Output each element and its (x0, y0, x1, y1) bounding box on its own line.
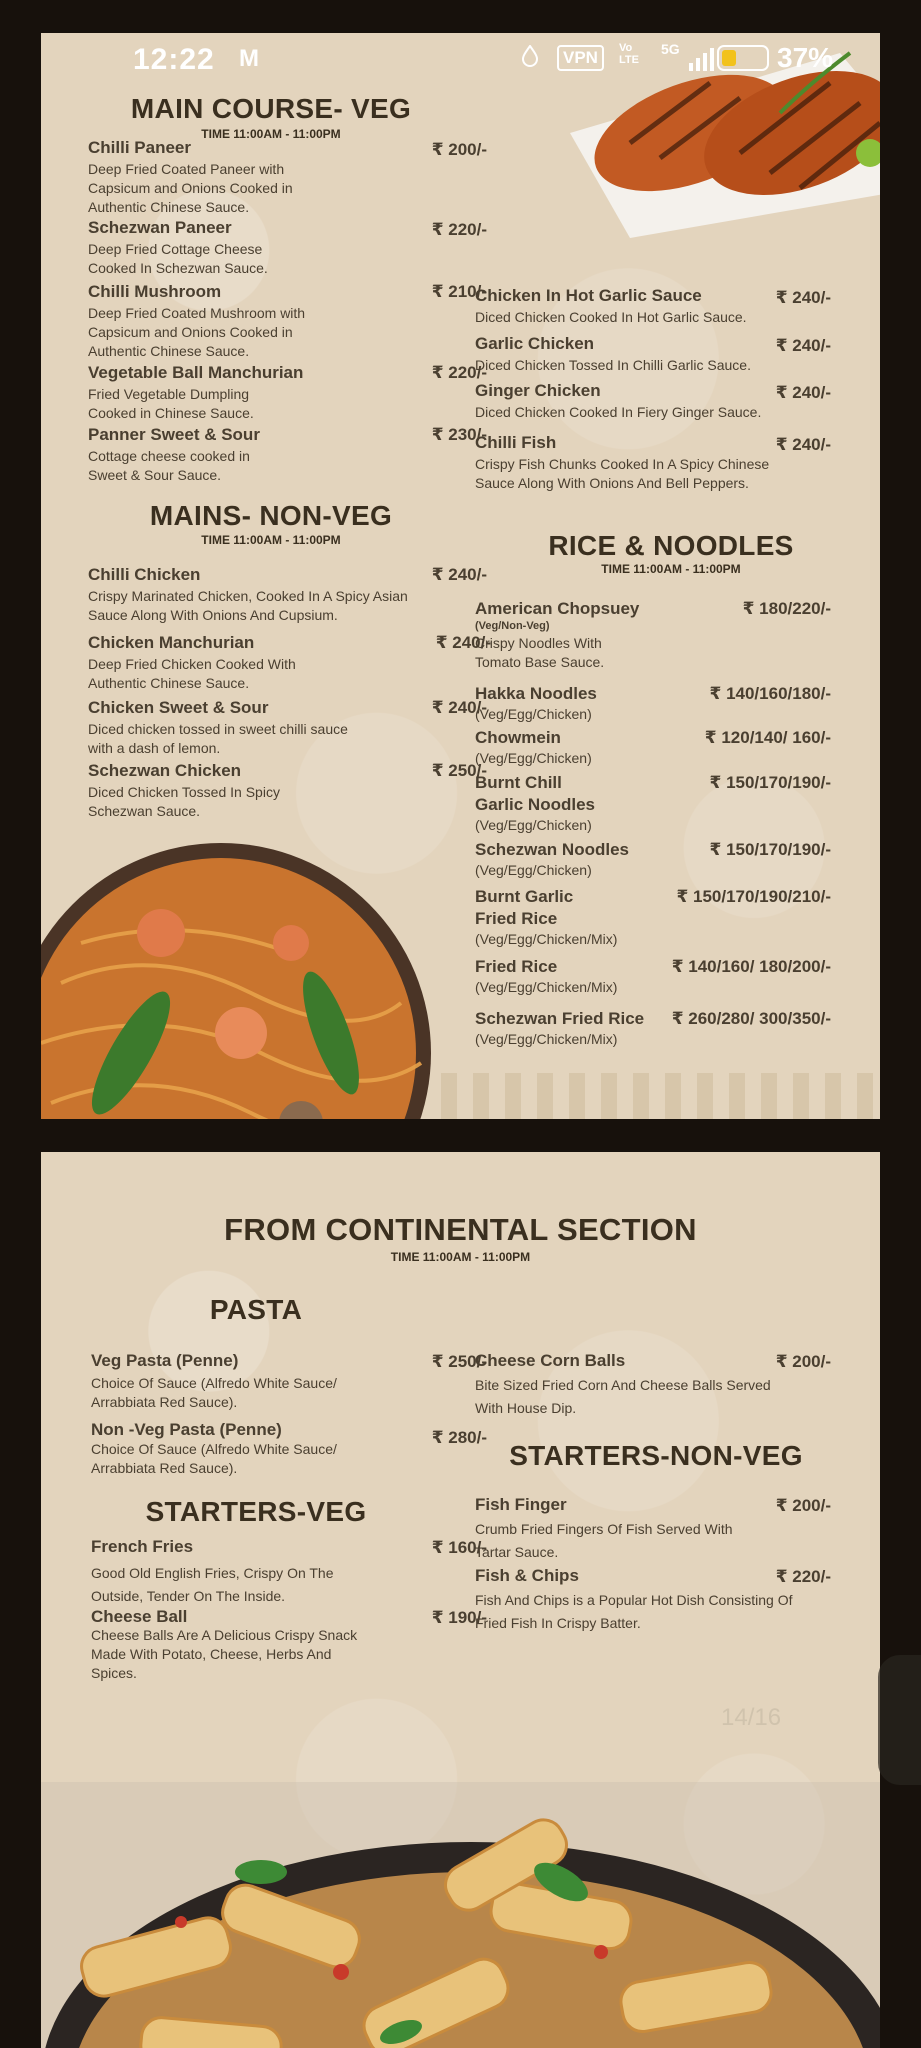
menu-item-name: Fish & Chips (475, 1566, 579, 1585)
menu-item-price: ₹ 200/- (431, 140, 487, 159)
menu-item-name: Chilli Chicken (88, 565, 201, 584)
menu-item-name: American Chopsuey (475, 599, 640, 618)
menu-item-name: Vegetable Ball Manchurian (88, 363, 304, 382)
menu-item-price: ₹ 260/280/ 300/350/- (671, 1009, 831, 1028)
menu-item-desc: Good Old English Fries, Crispy On The Outside, Tender On The Inside. (91, 1565, 334, 1604)
menu-item-desc: Diced chicken tossed in sweet chilli sauce with a dash of lemon. (88, 721, 348, 756)
status-time: 12:22 (133, 43, 215, 76)
menu-item-desc: Deep Fried Chicken Cooked With Authentic Chinese Sauce. (88, 656, 296, 691)
app-notification-icon: M (239, 45, 259, 72)
menu-item-desc: (Veg/Egg/Chicken/Mix) (475, 931, 618, 947)
menu-item-name: Cheese Corn Balls (475, 1351, 626, 1370)
menu-item-name: Chicken Sweet & Sour (88, 698, 269, 717)
menu-item-price: ₹ 140/160/180/- (709, 684, 831, 703)
volte-bottom: LTE (619, 54, 639, 66)
menu-item-desc: Choice Of Sauce (Alfredo White Sauce/ Arrabbiata Red Sauce). (91, 1441, 337, 1476)
menu-item-price: ₹ 240/- (775, 336, 831, 355)
volte-icon (619, 42, 639, 66)
menu-item-price: ₹ 220/- (431, 220, 487, 239)
veg-time: TIME 11:00AM - 11:00PM (201, 127, 341, 141)
menu-item-name-line2: Fried Rice (475, 909, 558, 928)
menu-item-desc: (Veg/Egg/Chicken/Mix) (475, 1031, 618, 1047)
menu-item-price: ₹ 200/- (775, 1352, 831, 1371)
menu-page-1 (41, 33, 880, 1119)
penne-pasta-image (41, 1782, 880, 2048)
menu-item-price: ₹ 180/220/- (742, 599, 831, 618)
nonveg-time: TIME 11:00AM - 11:00PM (201, 533, 341, 547)
menu-item-desc: Crispy Marinated Chicken, Cooked In A Spicy Asian Sauce Along With Onions And Cupsium. (88, 588, 408, 623)
pasta-title: PASTA (209, 1294, 303, 1325)
menu-item-name: Chilli Mushroom (88, 282, 222, 301)
menu-page-2 (41, 1152, 880, 2048)
menu-item-desc: Fish And Chips is a Popular Hot Dish Consisting Of Fried Fish In Crispy Batter. (475, 1592, 793, 1631)
menu-item-price: ₹ 240/- (431, 698, 487, 717)
menu-item-name: Schezwan Noodles (475, 840, 629, 859)
continental-time: TIME 11:00AM - 11:00PM (390, 1250, 531, 1264)
volte-top: Vo (619, 42, 633, 54)
menu-item-desc: Diced Chicken Cooked In Hot Garlic Sauce. (475, 309, 747, 325)
menu-item-name: Burnt Garlic (475, 887, 574, 906)
menu-item-price: ₹ 240/- (775, 435, 831, 454)
menu-item-desc: Crispy Fish Chunks Cooked In A Spicy Chinese Sauce Along With Onions And Bell Peppers. (475, 456, 770, 491)
menu-item-price: ₹ 240/- (775, 288, 831, 307)
noodle-bowl-image (41, 823, 441, 1119)
menu-item-price: ₹ 240/- (775, 383, 831, 402)
menu-item-price: ₹ 240/- (435, 633, 491, 652)
side-panel-handle[interactable] (878, 1655, 921, 1785)
menu-item-name: Schezwan Fried Rice (475, 1009, 645, 1028)
vpn-icon: VPN (557, 45, 604, 71)
menu-item-desc: Bite Sized Fried Corn And Cheese Balls Served With House Dip. (475, 1377, 771, 1416)
menu-item-name-line2: Garlic Noodles (475, 795, 595, 814)
menu-item-price: ₹ 250/- (431, 1352, 487, 1371)
network-type-icon: 5G (661, 41, 680, 57)
menu-item-name: Panner Sweet & Sour (88, 425, 260, 444)
battery-percent: 37% (777, 42, 834, 73)
menu-item-price: ₹ 220/- (431, 363, 487, 382)
menu-item-name: Ginger Chicken (475, 381, 601, 400)
rice-time: TIME 11:00AM - 11:00PM (601, 562, 741, 576)
decorative-border (441, 1073, 880, 1119)
menu-item-name: Chilli Fish (475, 433, 557, 452)
menu-item-price: ₹ 160/- (431, 1538, 487, 1557)
menu-item-price: ₹ 140/160/ 180/200/- (671, 957, 831, 976)
menu-item-name: Cheese Ball (91, 1607, 188, 1626)
menu-item-desc: Fried Vegetable Dumpling Cooked in Chinese Sauce. (88, 386, 254, 421)
menu-item-price: ₹ 150/170/190/- (709, 773, 831, 792)
starters-veg-title: STARTERS-VEG (145, 1496, 367, 1527)
mains-nonveg-title: MAINS- NON-VEG (149, 500, 393, 531)
menu-item-price: ₹ 250/- (431, 761, 487, 780)
menu-item-name: French Fries (91, 1537, 194, 1556)
menu-item-name: Burnt Chill (475, 773, 562, 792)
menu-item-desc: Diced Chicken Tossed In Chilli Garlic Sauce. (475, 357, 751, 373)
main-course-veg-title: MAIN COURSE- VEG (130, 93, 412, 124)
menu-item-price: ₹ 190/- (431, 1608, 487, 1627)
menu-item-name: Chicken In Hot Garlic Sauce (475, 286, 702, 305)
menu-item-name: Chowmein (475, 728, 561, 747)
menu-item-desc: Diced Chicken Tossed In Spicy Schezwan Sauce. (88, 784, 280, 819)
menu-item-price: ₹ 150/170/190/210/- (676, 887, 831, 906)
menu-item-name: Chilli Paneer (88, 138, 191, 157)
menu-item-name: Fish Finger (475, 1495, 567, 1514)
menu-item-price: ₹ 220/- (775, 1567, 831, 1586)
menu-item-desc: Cheese Balls Are A Delicious Crispy Snack Made With Potato, Cheese, Herbs And Spices. (91, 1627, 358, 1681)
page-indicator: 14/16 (721, 1704, 782, 1731)
battery-icon (717, 45, 769, 71)
menu-item-desc: Crumb Fried Fingers Of Fish Served With Tartar Sauce. (475, 1521, 733, 1560)
status-bar (41, 33, 880, 85)
menu-item-desc: (Veg/Egg/Chicken) (475, 750, 592, 766)
menu-item-desc: Diced Chicken Cooked In Fiery Ginger Sauce. (475, 404, 762, 420)
menu-item-desc: Choice Of Sauce (Alfredo White Sauce/ Arrabbiata Red Sauce). (91, 1375, 337, 1410)
menu-item-price: ₹ 240/- (431, 565, 487, 584)
menu-item-desc: Crispy Noodles With Tomato Base Sauce. (475, 635, 605, 670)
menu-item-price: ₹ 210/- (431, 282, 487, 301)
signal-icon (689, 47, 719, 71)
menu-item-name: Schezwan Paneer (88, 218, 232, 237)
menu-item-name: Fried Rice (475, 957, 558, 976)
menu-item-price: ₹ 280/- (431, 1428, 487, 1447)
menu-item-price: ₹ 150/170/190/- (709, 840, 831, 859)
menu-item-name: Chicken Manchurian (88, 633, 255, 652)
menu-item-price: ₹ 120/140/ 160/- (704, 728, 831, 747)
menu-item-desc: Cottage cheese cooked in Sweet & Sour Sauce. (88, 448, 250, 483)
menu-item-name: Non -Veg Pasta (Penne) (91, 1420, 282, 1439)
menu-item-name: Garlic Chicken (475, 334, 595, 353)
menu-item-desc: (Veg/Egg/Chicken) (475, 862, 592, 878)
menu-item-tag: (Veg/Non-Veg) (475, 620, 550, 632)
data-saver-icon (521, 45, 539, 67)
rice-noodles-title: RICE & NOODLES (548, 530, 794, 561)
menu-item-price: ₹ 200/- (775, 1496, 831, 1515)
menu-item-desc: Deep Fried Coated Paneer with Capsicum and Onions Cooked in Authentic Chinese Sauce. (88, 161, 293, 215)
menu-item-price: ₹ 230/- (431, 425, 487, 444)
menu-item-desc: (Veg/Egg/Chicken) (475, 706, 592, 722)
menu-item-name: Veg Pasta (Penne) (91, 1351, 239, 1370)
menu-item-name: Hakka Noodles (475, 684, 597, 703)
menu-item-desc: (Veg/Egg/Chicken/Mix) (475, 979, 618, 995)
menu-item-desc: Deep Fried Cottage Cheese Cooked In Schezwan Sauce. (88, 241, 268, 276)
menu-item-name: Schezwan Chicken (88, 761, 242, 780)
menu-item-desc: Deep Fried Coated Mushroom with Capsicum and Onions Cooked in Authentic Chinese Sauce. (88, 305, 306, 359)
menu-item-desc: (Veg/Egg/Chicken) (475, 817, 592, 833)
continental-title: FROM CONTINENTAL SECTION (224, 1212, 697, 1247)
starters-nonveg-title: STARTERS-NON-VEG (509, 1440, 803, 1471)
